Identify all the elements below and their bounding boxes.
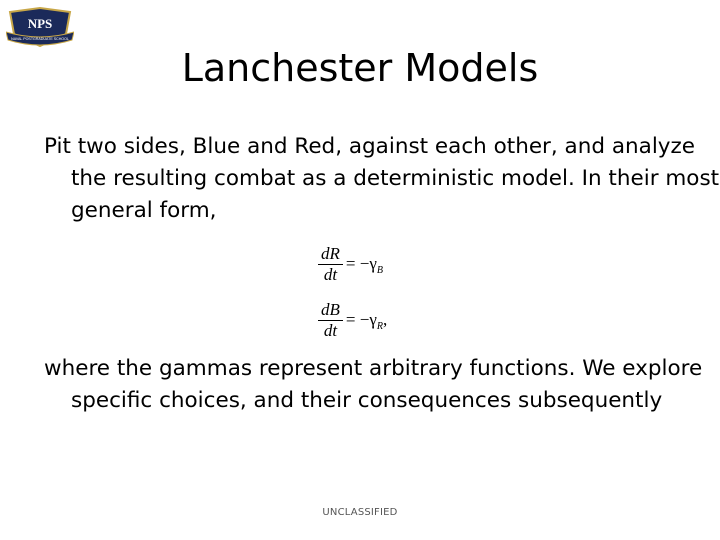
rhs-text: = −γ bbox=[345, 309, 377, 329]
subscript: R bbox=[376, 320, 383, 332]
numerator: dB bbox=[321, 300, 340, 319]
equation-dr-dt bbox=[318, 244, 383, 285]
equation-rhs bbox=[346, 254, 383, 276]
equation-rhs bbox=[346, 310, 387, 332]
rhs-text: = −γ bbox=[345, 253, 377, 273]
intro-paragraph: Pit two sides, Blue and Red, against each other, and analyze the resulting combat as a deterministic model. In their most general form, bbox=[44, 134, 720, 223]
fraction bbox=[318, 244, 343, 285]
logo-text: NPS bbox=[27, 16, 53, 31]
conclusion-paragraph: where the gammas represent arbitrary functions. We explore specific choices, and their consequences subsequently bbox=[44, 356, 703, 413]
denominator: dt bbox=[323, 265, 338, 284]
classification-footer: UNCLASSIFIED bbox=[322, 507, 398, 518]
slide-title: Lanchester Models bbox=[181, 46, 539, 90]
equation-db-dt bbox=[318, 300, 387, 341]
logo-banner-text: NAVAL POSTGRADUATE SCHOOL bbox=[11, 37, 69, 41]
fraction bbox=[318, 300, 343, 341]
numerator: dR bbox=[321, 244, 340, 263]
denominator: dt bbox=[323, 321, 338, 340]
subscript: B bbox=[376, 264, 383, 276]
trailing-punct: , bbox=[382, 309, 388, 329]
